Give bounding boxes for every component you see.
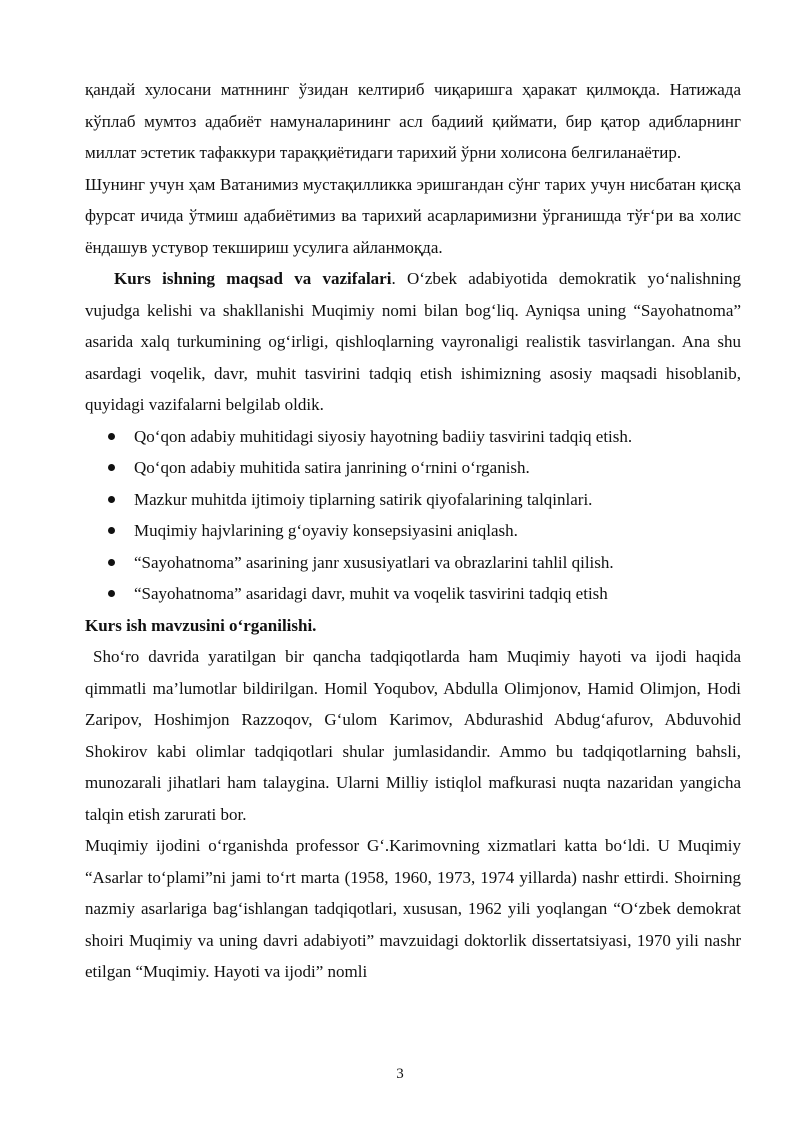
list-item-text: Mazkur muhitda ijtimoiy tiplarning satirik qiyofalarining talqinlari. [134,489,593,509]
bullet-icon [108,433,115,440]
list-item-text: Muqimiy hajvlarining g‘oyaviy konsepsiyasini aniqlash. [134,521,518,540]
list-item [85,547,741,579]
list-item-text: Qo‘qon adabiy muhitida satira janrining o‘rnini o‘rganish. [134,458,530,477]
paragraph-independence: Шунинг учун ҳам Ватанимиз мустақилликка эришгандан сўнг тарих учун нисбатан қисқа фурсат ичида ўтмиш адабиётимиз ва тарихий асарларимизни ўрганишда тўғ‘ри ва холис ёндашув устувор текшириш усулига айланмоқда. [85,174,741,257]
list-item [85,421,741,453]
goals-text: . O‘zbek adabiyotida demokratik yo‘nalishning vujudga kelishi va shakllanishi Muqimiy nomi bilan bog‘liq. Ayniqsa uning “Sayohatnoma” asarida xalq turkumining og‘irligi, qishloqlarning vayronaligi realistik tasvirlangan. Ana shu asardagi voqelik, davr, muhit tasvirini tadqiq etish ishimizning asosiy maqsadi hisoblanib, quyidagi vazifalarni belgilab oldik. [85,269,741,414]
paragraph-soviet-research: Sho‘ro davrida yaratilgan bir qancha tadqiqotlarda ham Muqimiy hayoti va ijodi haqida qimmatli ma’lumotlar bildirilgan. Homil Yoqubov, Abdulla Olimjonov, Hamid Olimjon, Hodi Zaripov, Hoshimjon Razzoqov, G‘ulom Karimov, Abdurashid Abdug‘afurov, Abduvohid Shokirov kabi olimlar tadqiqotlari shular jumlasidandir. Ammo bu tadqiqotlarning bahsli, munozarali jihatlari ham talaygina. Ularni Milliy istiqlol mafkurasi nuqta nazaridan yangicha talqin etish zarurati bor. [85,647,741,824]
list-item [85,578,741,610]
list-item-text: Qo‘qon adabiy muhitidagi siyosiy hayotning badiiy tasvirini tadqiq etish. [134,426,633,446]
page-content [85,74,741,988]
goals-heading: Kurs ishning maqsad va vazifalari [114,269,392,288]
bullet-icon [108,559,115,566]
list-item-text: “Sayohatnoma” asarining janr xususiyatlari va obrazlarini tahlil qilish. [134,552,614,572]
bullet-icon [108,590,115,597]
bullet-icon [108,464,115,471]
task-list [85,421,741,610]
list-item [85,452,741,484]
bullet-icon [108,496,115,503]
list-item [85,484,741,516]
paragraph-karimov: Muqimiy ijodini o‘rganishda professor G‘.Karimovning xizmatlari katta bo‘ldi. U Muqimiy “Asarlar to‘plami”ni jami to‘rt marta (1958, 1960, 1973, 1974 yillarda) nashr ettirdi. Shoirning nazmiy asarlariga bag‘ishlangan tadqiqotlari, xususan, 1962 yili yoqlangan “O‘zbek demokrat shoiri Muqimiy va uning davri adabiyoti” mavzuidagi doktorlik dissertatsiyasi, 1970 yili nashr etilgan “Muqimiy. Hayoti va ijodi” nomli [85,836,741,981]
bullet-icon [108,527,115,534]
list-item [85,515,741,547]
section-heading: Kurs ish mavzusini o‘rganilishi. [85,615,317,635]
paragraph-intro-continuation: қандай хулосани матннинг ўзидан келтириб чиқаришга ҳаракат қилмоқда. Натижада кўплаб мумтоз адабиёт намуналарининг асл бадиий қиймати, бир қатор адибларнинг миллат эстетик тафаккури тараққиётидаги тарихий ўрни холисона белгиланаётир. [85,80,741,162]
list-item-text: “Sayohatnoma” asaridagi davr, muhit va voqelik tasvirini tadqiq etish [134,584,608,603]
paragraph-goals [85,263,741,421]
page-number: 3 [396,1066,404,1082]
